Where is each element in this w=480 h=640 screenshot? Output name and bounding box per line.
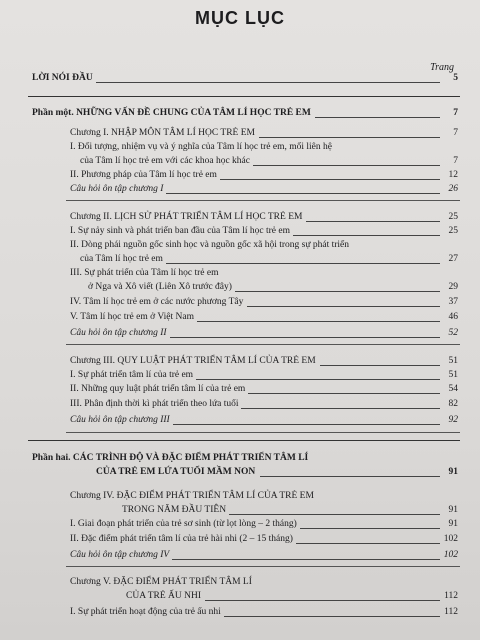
toc-entry-page: 26 [448,184,458,194]
toc-entry [0,466,480,479]
toc-entry-title: Chương V. ĐẶC ĐIỂM PHÁT TRIỂN TÂM LÍ [70,577,252,587]
toc-entry-page: 12 [448,170,458,180]
leader-line [96,82,440,83]
leader-line [205,600,440,601]
toc-entry-title: Câu hỏi ôn tập chương II [70,328,167,338]
toc-entry [0,327,480,340]
toc-entry-title: Chương I. NHẬP MÔN TÂM LÍ HỌC TRẺ EM [70,128,255,138]
leader-line [224,616,440,617]
toc-entry-page: 7 [453,156,458,166]
toc-entry [0,239,480,252]
toc-entry-page: 51 [448,356,458,366]
toc-entry-title: Phần một. NHỮNG VẤN ĐỀ CHUNG CỦA TÂM LÍ HỌC TRẺ EM [32,108,311,118]
toc-entry [0,414,480,427]
leader-line [306,221,440,222]
toc-entry [0,576,480,589]
leader-line [229,514,440,515]
leader-line [315,117,440,118]
toc-entry-page: 91 [448,519,458,529]
toc-entry [0,606,480,619]
toc-entry [0,141,480,154]
toc-entry [0,355,480,368]
toc-entry [0,225,480,238]
toc-entry-title: II. Những quy luật phát triển tâm lí của trẻ em [70,384,246,394]
leader-line [241,408,440,409]
toc-entry-page: 112 [444,607,458,617]
leader-line [196,379,440,380]
toc-entry-title: IV. Tâm lí học trẻ em ở các nước phương Tây [70,297,244,307]
toc-entry-title: III. Sự phát triển của Tâm lí học trẻ em [70,268,219,278]
toc-entry [0,107,480,120]
toc-entry-title: I. Đối tượng, nhiệm vụ và ý nghĩa của Tâm lí học trẻ em, mối liên hệ [70,142,332,152]
toc-entry [0,72,480,85]
toc-entry [0,590,480,603]
toc-entry-title: II. Dòng phái nguồn gốc sinh học và nguồn gốc xã hội trong sự phát triển [70,240,350,250]
toc-entry [0,369,480,382]
toc-entry [0,267,480,280]
leader-line [173,424,440,425]
toc-entry-page: 112 [444,591,458,601]
toc-entry-title: ở Nga và Xô viết (Liên Xô trước đây) [88,282,232,292]
toc-entry-title: III. Phân định thời kì phát triển theo lứa tuổi [70,399,239,409]
toc-entry-page: 25 [448,226,458,236]
toc-entry-title: của Tâm lí học trẻ em với các khoa học khác [80,156,250,166]
toc-entry [0,398,480,411]
toc-entry-title: Câu hỏi ôn tập chương IV [70,550,170,560]
leader-line [259,137,440,138]
toc-entry-page: 91 [448,467,458,477]
toc-entry-title: Chương III. QUY LUẬT PHÁT TRIỂN TÂM LÍ CỦA TRẺ EM [70,356,316,366]
toc-entry-title: Phần hai. CÁC TRÌNH ĐỘ VÀ ĐẶC ĐIỂM PHÁT TRIỂN TÂM LÍ [32,453,309,463]
leader-line [296,543,440,544]
toc-entry-page: 37 [448,297,458,307]
leader-line [166,263,440,264]
divider [66,432,460,433]
toc-entry [0,281,480,294]
toc-entry-page: 92 [448,415,458,425]
toc-entry-title: I. Sự nảy sinh và phát triển ban đầu của Tâm lí học trẻ em [70,226,290,236]
toc-entry-page: 51 [448,370,458,380]
toc-entry-page: 102 [443,550,458,560]
toc-entry-page: 29 [448,282,458,292]
toc-entry-page: 102 [443,534,458,544]
toc-entry [0,452,480,465]
toc-entry-title: I. Giai đoạn phát triển của trẻ sơ sinh (từ lọt lòng – 2 tháng) [70,519,297,529]
leader-line [260,476,440,477]
toc-entry-title: V. Tâm lí học trẻ em ở Việt Nam [70,312,194,322]
toc-entry-title: Câu hỏi ôn tập chương I [70,184,164,194]
toc-entry-title: Câu hỏi ôn tập chương III [70,415,170,425]
toc-entry-page: 54 [448,384,458,394]
divider [28,440,460,441]
divider [66,344,460,345]
leader-line [300,528,440,529]
leader-line [320,365,440,366]
toc-entry-page: 7 [453,128,458,138]
page-column-label: Trang [430,62,454,73]
toc-entry-title: I. Sự phát triển hoạt động của trẻ ấu nhi [70,607,221,617]
toc-entry [0,549,480,562]
divider [66,566,460,567]
leader-line [293,235,440,236]
toc-entry [0,183,480,196]
toc-entry [0,253,480,266]
divider [66,200,460,201]
toc-entry-title: Chương II. LỊCH SỬ PHÁT TRIỂN TÂM LÍ HỌC TRẺ EM [70,212,303,222]
toc-entry [0,155,480,168]
toc-entry [0,490,480,503]
toc-entry-title: LỜI NÓI ĐẦU [32,73,93,83]
toc-entry-page: 46 [448,312,458,322]
toc-entry [0,533,480,546]
leader-line [247,306,440,307]
toc-entry [0,518,480,531]
toc-entry-title: TRONG NĂM ĐẦU TIÊN [122,505,227,515]
toc-entry-title: CỦA TRẺ ẤU NHI [126,591,202,601]
toc-entry [0,504,480,517]
toc-entry-page: 52 [448,328,458,338]
toc-entry-page: 27 [448,254,458,264]
page-title: MỤC LỤC [195,8,285,28]
toc-entry-page: 82 [448,399,458,409]
leader-line [235,291,440,292]
leader-line [248,393,440,394]
toc-entry-title: của Tâm lí học trẻ em [80,254,163,264]
divider [28,96,460,97]
toc-entry-page: 7 [453,108,458,118]
leader-line [170,337,440,338]
leader-line [197,321,440,322]
toc-entry-title: II. Phương pháp của Tâm lí học trẻ em [70,170,217,180]
toc-entry-page: 25 [448,212,458,222]
leader-line [166,193,440,194]
toc-entry-page: 91 [448,505,458,515]
toc-entry-title: I. Sự phát triển tâm lí của trẻ em [70,370,194,380]
toc-entry [0,211,480,224]
toc-entry-title: Chương IV. ĐẶC ĐIỂM PHÁT TRIỂN TÂM LÍ CỦA TRẺ EM [70,491,314,501]
toc-entry-title: II. Đặc điểm phát triển tâm lí của trẻ hài nhi (2 – 15 tháng) [70,534,293,544]
leader-line [220,179,440,180]
toc-entry [0,169,480,182]
toc-entry-page: 5 [453,73,458,83]
toc-entry-title: CỦA TRẺ EM LỨA TUỔI MẦM NON [96,467,256,477]
leader-line [253,165,440,166]
leader-line [172,559,440,560]
toc-entry [0,383,480,396]
toc-entry [0,311,480,324]
toc-entry [0,296,480,309]
toc-entry [0,127,480,140]
